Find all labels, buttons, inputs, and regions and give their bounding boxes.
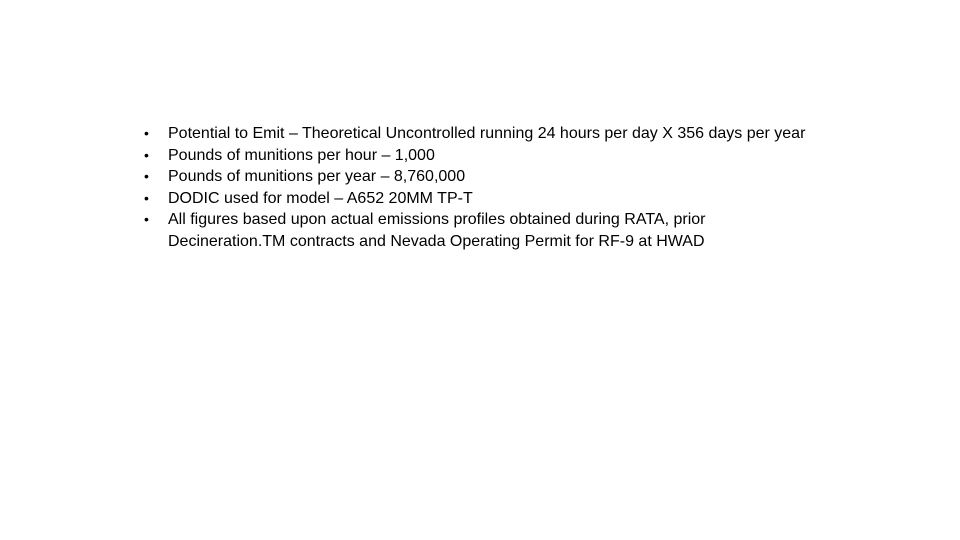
bullet-text: DODIC used for model – A652 20MM TP-T: [168, 189, 473, 207]
bullet-text-line-1: All figures based upon actual emissions profiles obtained during RATA, prior: [168, 211, 706, 229]
bullet-marker: •: [144, 146, 149, 163]
bullet-text: Potential to Emit – Theoretical Uncontrolled running 24 hours per day X 356 days per year: [168, 125, 806, 142]
bullet-marker: •: [144, 125, 149, 141]
bullet-item-potential-to-emit: [140, 123, 920, 145]
bullet-item-pounds-per-year: [140, 166, 920, 188]
bullet-list: [140, 123, 920, 253]
bullet-marker: •: [144, 189, 149, 206]
bullet-item-all-figures: [140, 209, 920, 252]
bullet-marker: •: [144, 168, 149, 185]
bullet-marker: •: [144, 211, 149, 228]
bullet-text-line-2: Decineration.TM contracts and Nevada Operating Permit for RF-9 at HWAD: [168, 232, 705, 250]
bullet-item-dodic: [140, 188, 920, 210]
bullet-text: Pounds of munitions per year – 8,760,000: [168, 168, 466, 186]
bullet-text: Pounds of munitions per hour – 1,000: [168, 146, 435, 164]
bullet-item-pounds-per-hour: [140, 145, 920, 167]
